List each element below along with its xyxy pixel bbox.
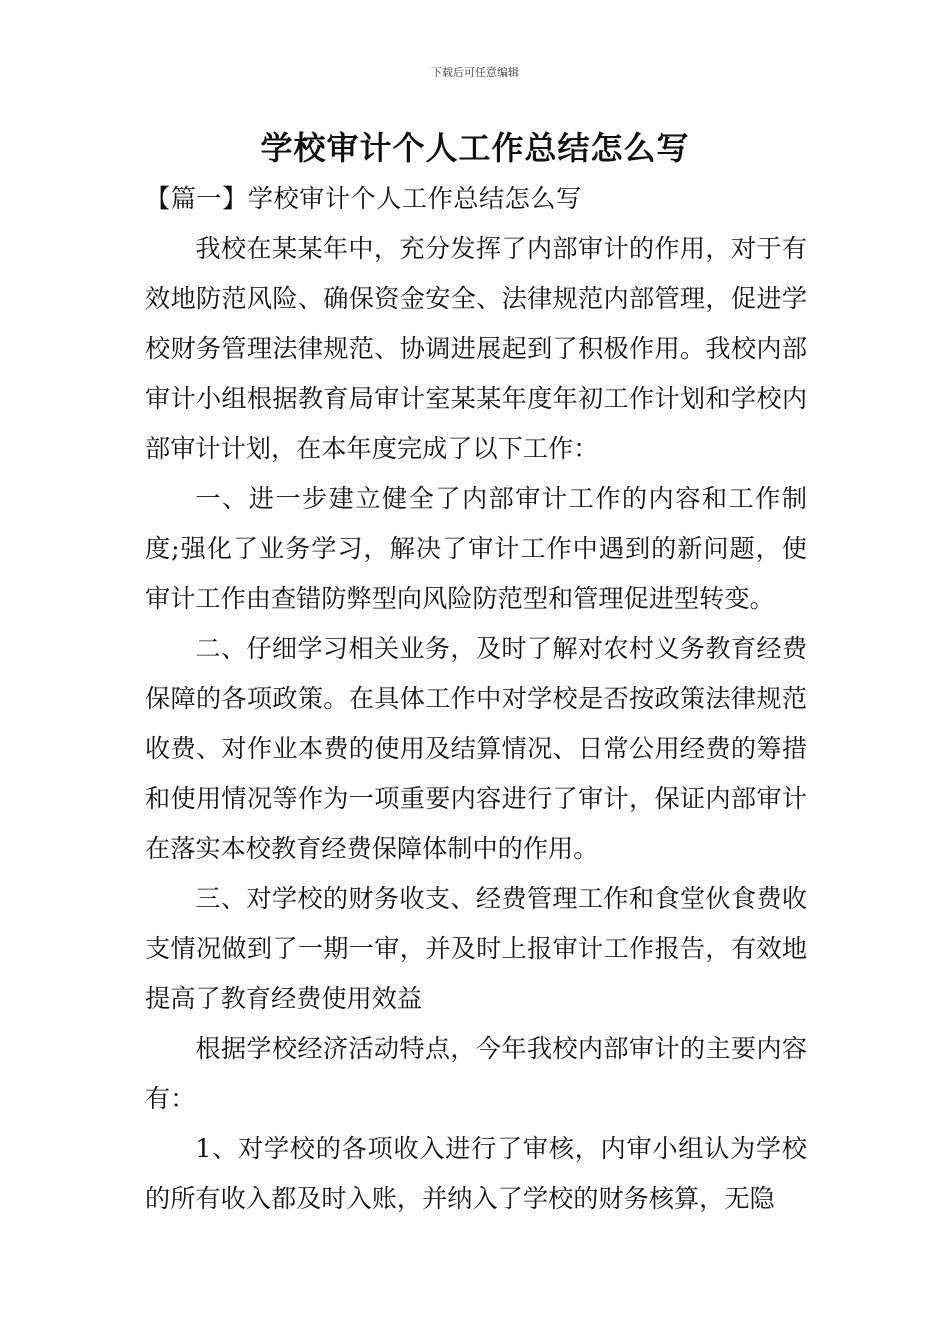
paragraph-item-1: 一、进一步建立健全了内部审计工作的内容和工作制度;强化了业务学习，解决了审计工作中遇到的新问题，使审计工作由查错防弊型向风险防范型和管理促进型转变。: [145, 484, 807, 613]
paragraph-item-3: 三、对学校的财务收支、经费管理工作和食堂伙食费收支情况做到了一期一审，并及时上报审计工作报告，有效地提高了教育经费使用效益: [145, 884, 807, 1013]
document-body: [145, 174, 807, 1224]
section-heading: 【篇一】学校审计个人工作总结怎么写: [145, 184, 582, 213]
paragraph-item-2: 二、仔细学习相关业务，及时了解对农村义务教育经费保障的各项政策。在具体工作中对学校是否按政策法律规范收费、对作业本费的使用及结算情况、日常公用经费的筹措和使用情况等作为一项重要内容进行了审计，保证内部审计在落实本校教育经费保障体制中的作用。: [145, 634, 807, 863]
paragraph-main-content: 根据学校经济活动特点，今年我校内部审计的主要内容有：: [145, 1034, 807, 1113]
paragraph-intro: 我校在某某年中，充分发挥了内部审计的作用，对于有效地防范风险、确保资金安全、法律规范内部管理，促进学校财务管理法律规范、协调进展起到了积极作用。我校内部审计小组根据教育局审计室某某年度年初工作计划和学校内部审计计划，在本年度完成了以下工作：: [145, 234, 807, 463]
header-note: 下载后可任意编辑: [431, 66, 519, 79]
paragraph-content-1: 1、对学校的各项收入进行了审核，内审小组认为学校的所有收入都及时入账，并纳入了学校的财务核算，无隐: [145, 1134, 807, 1213]
document-title: 学校审计个人工作总结怎么写: [260, 129, 690, 167]
